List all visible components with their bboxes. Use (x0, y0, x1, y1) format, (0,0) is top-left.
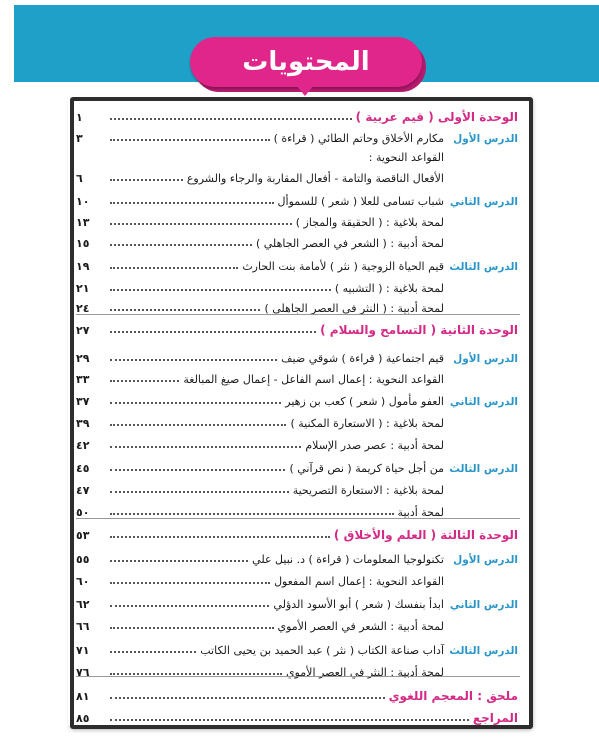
unit-title: المراجع (472, 711, 518, 725)
entry-title: من أجل حياة كريمة ( نص قرآني ) (289, 462, 444, 475)
entry-title: ابدأ بنفسك ( شعر ) أبو الأسود الدؤلي (273, 598, 444, 611)
unit-heading-row (76, 683, 518, 703)
toc-row (76, 275, 518, 295)
page-number: ٣ (76, 132, 83, 145)
leader-dots (110, 267, 238, 269)
leader-dots (110, 179, 183, 181)
page-title: المحتويات (242, 47, 370, 77)
toc-row (76, 499, 518, 519)
page-number: ١ (76, 111, 83, 124)
page-number: ٣٣ (76, 373, 90, 386)
page-number: ٨٥ (76, 712, 90, 725)
entry-title: لمحة بلاغية : ( الحقيقة والمجاز ) (295, 216, 444, 229)
toc-row (76, 410, 518, 430)
toc-row (76, 295, 518, 315)
entry-title: القواعد النحوية : إعمال اسم الفاعل - إعمال صيغ المبالغة (183, 373, 444, 386)
entry-title: القواعد النحوية : إعمال اسم المفعول (274, 575, 444, 588)
unit-heading-row (76, 317, 518, 337)
leader-dots (110, 139, 270, 141)
entry-title: لمحة أدبية : النثر في العصر الأموي (285, 666, 444, 679)
entry-title: لمحة أدبية : ( الشعر في العصر الجاهلي ) (255, 237, 444, 250)
page-number: ٦٠ (76, 575, 90, 588)
page-number: ٣٩ (76, 417, 90, 430)
page-number: ٥٣ (76, 529, 90, 542)
page-number: ١٠ (76, 195, 90, 208)
entry-title: لمحة أدبية : الشعر في العصر الأموي (277, 620, 444, 633)
toc-row (76, 455, 518, 475)
title-banner (190, 37, 422, 87)
entry-title: لمحة بلاغية : ( الاستعارة المكنية ) (290, 417, 444, 430)
entry-title: تكنولوجيا المعلومات ( قراءة ) د. نبيل علي (252, 553, 444, 566)
toc-row (76, 125, 518, 145)
page-number: ٧١ (76, 644, 90, 657)
leader-dots (110, 223, 292, 225)
page-number: ٦٢ (76, 598, 90, 611)
leader-dots (110, 424, 286, 426)
entry-title: شباب تسامى للعلا ( شعر ) للسموأل (277, 195, 444, 208)
toc-row (76, 477, 518, 497)
toc-row (76, 388, 518, 408)
unit-title: الوحدة الثانية ( التسامح والسلام ) (320, 323, 518, 337)
lesson-label: الدرس الثاني (449, 396, 518, 408)
leader-dots (110, 673, 282, 675)
leader-dots (110, 202, 274, 204)
leader-dots (110, 289, 331, 291)
section-divider (76, 518, 520, 519)
lesson-label: الدرس الأول (453, 133, 518, 145)
lesson-label: الدرس الثالث (449, 645, 518, 657)
lesson-label: الدرس الثالث (449, 261, 518, 273)
entry-title: العفو مأمول ( شعر ) كعب بن زهير (285, 395, 444, 408)
page-number: ٨١ (76, 690, 90, 703)
toc-row (76, 230, 518, 250)
unit-title: ملحق : المعجم اللغوي (388, 689, 518, 703)
toc-row (76, 188, 518, 208)
page-number: ١٩ (76, 260, 90, 273)
leader-dots (110, 380, 179, 382)
entry-title: لمحة أدبية (397, 506, 444, 519)
toc-row (76, 209, 518, 229)
toc-row (76, 546, 518, 566)
leader-dots (110, 244, 252, 246)
toc-row (76, 144, 518, 164)
toc-row (76, 591, 518, 611)
page-number: ١٣ (76, 216, 90, 229)
page-number: ٤٥ (76, 462, 90, 475)
toc-row (76, 165, 518, 185)
page-number: ٥٠ (76, 506, 90, 519)
leader-dots (110, 605, 269, 607)
entry-title: قيم الحياة الزوجية ( نثر ) لأمامة بنت الحارث (242, 260, 444, 273)
page-number: ٤٧ (76, 484, 90, 497)
leader-dots (110, 331, 316, 333)
leader-dots (110, 118, 352, 120)
unit-heading-row (76, 705, 518, 725)
lesson-label: الدرس الثاني (449, 599, 518, 611)
unit-heading-row (76, 104, 518, 124)
leader-dots (110, 513, 394, 515)
leader-dots (110, 309, 260, 311)
entry-title: قيم اجتماعية ( قراءة ) شوقي ضيف (281, 352, 444, 365)
entry-title: القواعد النحوية : (368, 151, 444, 164)
unit-heading-row (76, 522, 518, 542)
page-number: ١٥ (76, 237, 90, 250)
toc-row (76, 568, 518, 588)
unit-title: الوحدة الأولى ( قيم عربية ) (355, 110, 518, 124)
entry-title: آداب صناعة الكتاب ( نثر ) عبد الحميد بن يحيى الكاتب (200, 644, 444, 657)
entry-title: مكارم الأخلاق وحاتم الطائي ( قراءة ) (273, 132, 444, 145)
entry-title: الأفعال الناقصة والتامة - أفعال المقاربة والرجاء والشروع (186, 172, 444, 185)
page-number: ٤٢ (76, 439, 90, 452)
leader-dots (110, 582, 270, 584)
lesson-label: الدرس الثالث (449, 463, 518, 475)
toc-row (76, 366, 518, 386)
page-number: ٦ (76, 172, 83, 185)
entry-title: لمحة أدبية : عصر صدر الإسلام (305, 439, 444, 452)
leader-dots (110, 491, 289, 493)
entry-title: لمحة بلاغية : الاستعارة التصريحية (292, 484, 444, 497)
entry-title: لمحة بلاغية : ( التشبيه ) (334, 282, 444, 295)
leader-dots (110, 359, 277, 361)
page-number: ٢١ (76, 282, 90, 295)
leader-dots (110, 446, 301, 448)
lesson-label: الدرس الثاني (449, 196, 518, 208)
leader-dots (110, 651, 196, 653)
toc-row (76, 613, 518, 633)
page-number: ٥٥ (76, 553, 90, 566)
toc-row (76, 345, 518, 365)
leader-dots (110, 402, 281, 404)
section-divider (76, 676, 520, 677)
lesson-label: الدرس الأول (453, 353, 518, 365)
leader-dots (110, 536, 330, 538)
lesson-label: الدرس الأول (453, 554, 518, 566)
page-number: ٦٦ (76, 620, 90, 633)
toc-row (76, 253, 518, 273)
leader-dots (110, 627, 274, 629)
leader-dots (110, 469, 285, 471)
page-number: ٢٤ (76, 302, 90, 315)
leader-dots (110, 697, 385, 699)
toc-row (76, 432, 518, 452)
toc-row (76, 637, 518, 657)
leader-dots (110, 560, 248, 562)
leader-dots (110, 719, 469, 721)
page-number: ٣٧ (76, 395, 90, 408)
page-number: ٢٧ (76, 324, 90, 337)
page-number: ٢٩ (76, 352, 90, 365)
section-divider (76, 314, 520, 315)
unit-title: الوحدة الثالثة ( العلم والأخلاق ) (333, 528, 518, 542)
entry-title: لمحة أدبية : ( النثر في العصر الجاهلي ) (264, 302, 444, 315)
page-number: ٧٦ (76, 666, 90, 679)
